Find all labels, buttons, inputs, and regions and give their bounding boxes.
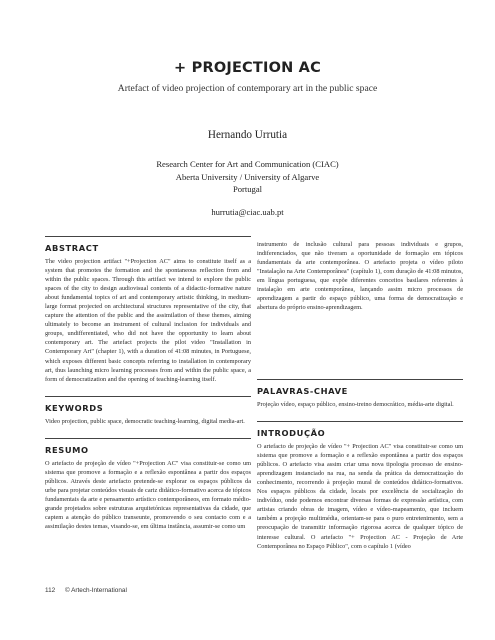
resumo-continued-text: instrumento de inclusão cultural para pessoas individuais e grupos, indiferenciados, que não tiveram a oportunidade de formação em tópicos fundamentais da arte contemporânea. O artefacto projeta o vídeo piloto "Instalação na Arte Contemporânea" (capítulo 1), com duração de 41:08 minutos, em língua portuguesa, que expõe diferentes conceitos basilares referentes à instalação em arte contemporânea, lançando assim micro processos de aprendizagem a partir do espaço público, uma forma de democratização e abertura do próprio ensino-aprendizagem.	[257, 241, 463, 312]
introducao-heading: INTRODUÇÃO	[257, 428, 326, 439]
page-number: 112	[45, 587, 56, 594]
resumo-text: O artefacto de projeção de vídeo "+Projection AC" visa constituir-se como um sistema que promove a formação e a reflexão espontânea a partir dos espaços públicos. Através deste artefacto pretende-se explorar os espaços públicos da urbe para projetar conteúdos visuais de cariz didático-formativo acerca de tópicos fundamentais da arte e pensamento artístico contemporâneos, em formato médio-grande projetados sobre estruturas arquitetónicas representativas da cidade, que captem a atenção do público transeunte, promovendo o seu contacto com e a assimilação destes temas, visando-se, em última instância, assumir-se como um	[45, 459, 251, 531]
section-rule	[45, 236, 251, 237]
left-column	[45, 236, 251, 531]
author-affiliation	[0, 158, 495, 196]
section-rule	[45, 396, 251, 397]
keywords-heading: KEYWORDS	[45, 402, 104, 413]
page-footer	[45, 587, 127, 594]
paper-subtitle: Artefact of video projection of contemporary art in the public space	[117, 83, 378, 94]
keywords-text: Video projection, public space, democratic teaching-learning, digital media-art.	[45, 417, 245, 425]
palavras-chave-text: Projeção vídeo, espaço público, ensino-treino democrático, média-arte digital.	[257, 401, 454, 408]
affiliation-line: Portugal	[232, 184, 263, 195]
paper-title: + PROJECTION AC	[174, 60, 321, 76]
palavras-chave-heading: PALAVRAS-CHAVE	[257, 386, 348, 396]
section-rule	[45, 438, 251, 439]
publisher-credit: © Artech-International	[64, 587, 127, 594]
author-name: Hernando Urrutia	[207, 129, 288, 141]
affiliation-line: Research Center for Art and Communication (CIAC)	[156, 159, 339, 169]
affiliation-line: Aberta University / University of Algarve	[175, 171, 320, 182]
abstract-text: The video projection artifact "+Projection AC" aims to constitute itself as a system that promotes the formation and the spontaneous reflection from and within the public spaces. Through this artifact we intend to explore the public spaces of the city to design audiovisual contents of a didactic-formative nature about fundamental topics of art and contemporary artistic thinking, in medium-large format projected on architectural structures representative of the city, that capture the attention of the public and the assimilation of these themes, aiming ultimately to become an instrument of cultural inclusion for individuals and groups, undifferentiated, who did not have the opportunity to learn about contemporary art. The artefact projects the pilot video "Installation in Contemporary Art" (chapter 1), with a duration of 41:08 minutes, in Portuguese, which exposes different basic concepts referring to installation in contemporary art, thus launching micro learning processes from and within the public space, a form of democratization and the opening of teaching-learning itself.	[45, 258, 251, 383]
section-rule	[257, 379, 463, 380]
resumo-heading: RESUMO	[45, 444, 89, 455]
right-column	[257, 240, 463, 587]
introducao-text: O artefacto de projeção de vídeo "+ Projection AC" visa constituir-se como um sistema que promove a formação e a reflexão espontânea a partir dos espaços públicos. O artefacto visa assim criar uma nova tipologia processo de ensino-aprendizagem instanciado na rua, na senda da prática da democratização do conhecimento, recorrendo à projeção mural de conteúdos didático-formativos. Nos espaços públicos da cidade, locais por excelência de socialização do indivíduo, onde podemos encontrar diversas formas de expressão artística, com artistas criando obras de imagem, vídeo e vídeo-mapeamento, que incluem também a projeção multimédia, orientam-se para o puro entretenimento, sem a preocupação de transmitir informação rigorosa acerca de qualquer tópico de interesse cultural. O artefacto "+ Projection AC - Projeção de Arte Contemporânea no Espaço Público", com o capítulo 1 (vídeo	[257, 443, 463, 550]
author-email[interactable]: hurrutia@ciac.uab.pt	[211, 207, 284, 217]
abstract-heading: ABSTRACT	[45, 243, 99, 253]
section-rule	[257, 421, 463, 422]
